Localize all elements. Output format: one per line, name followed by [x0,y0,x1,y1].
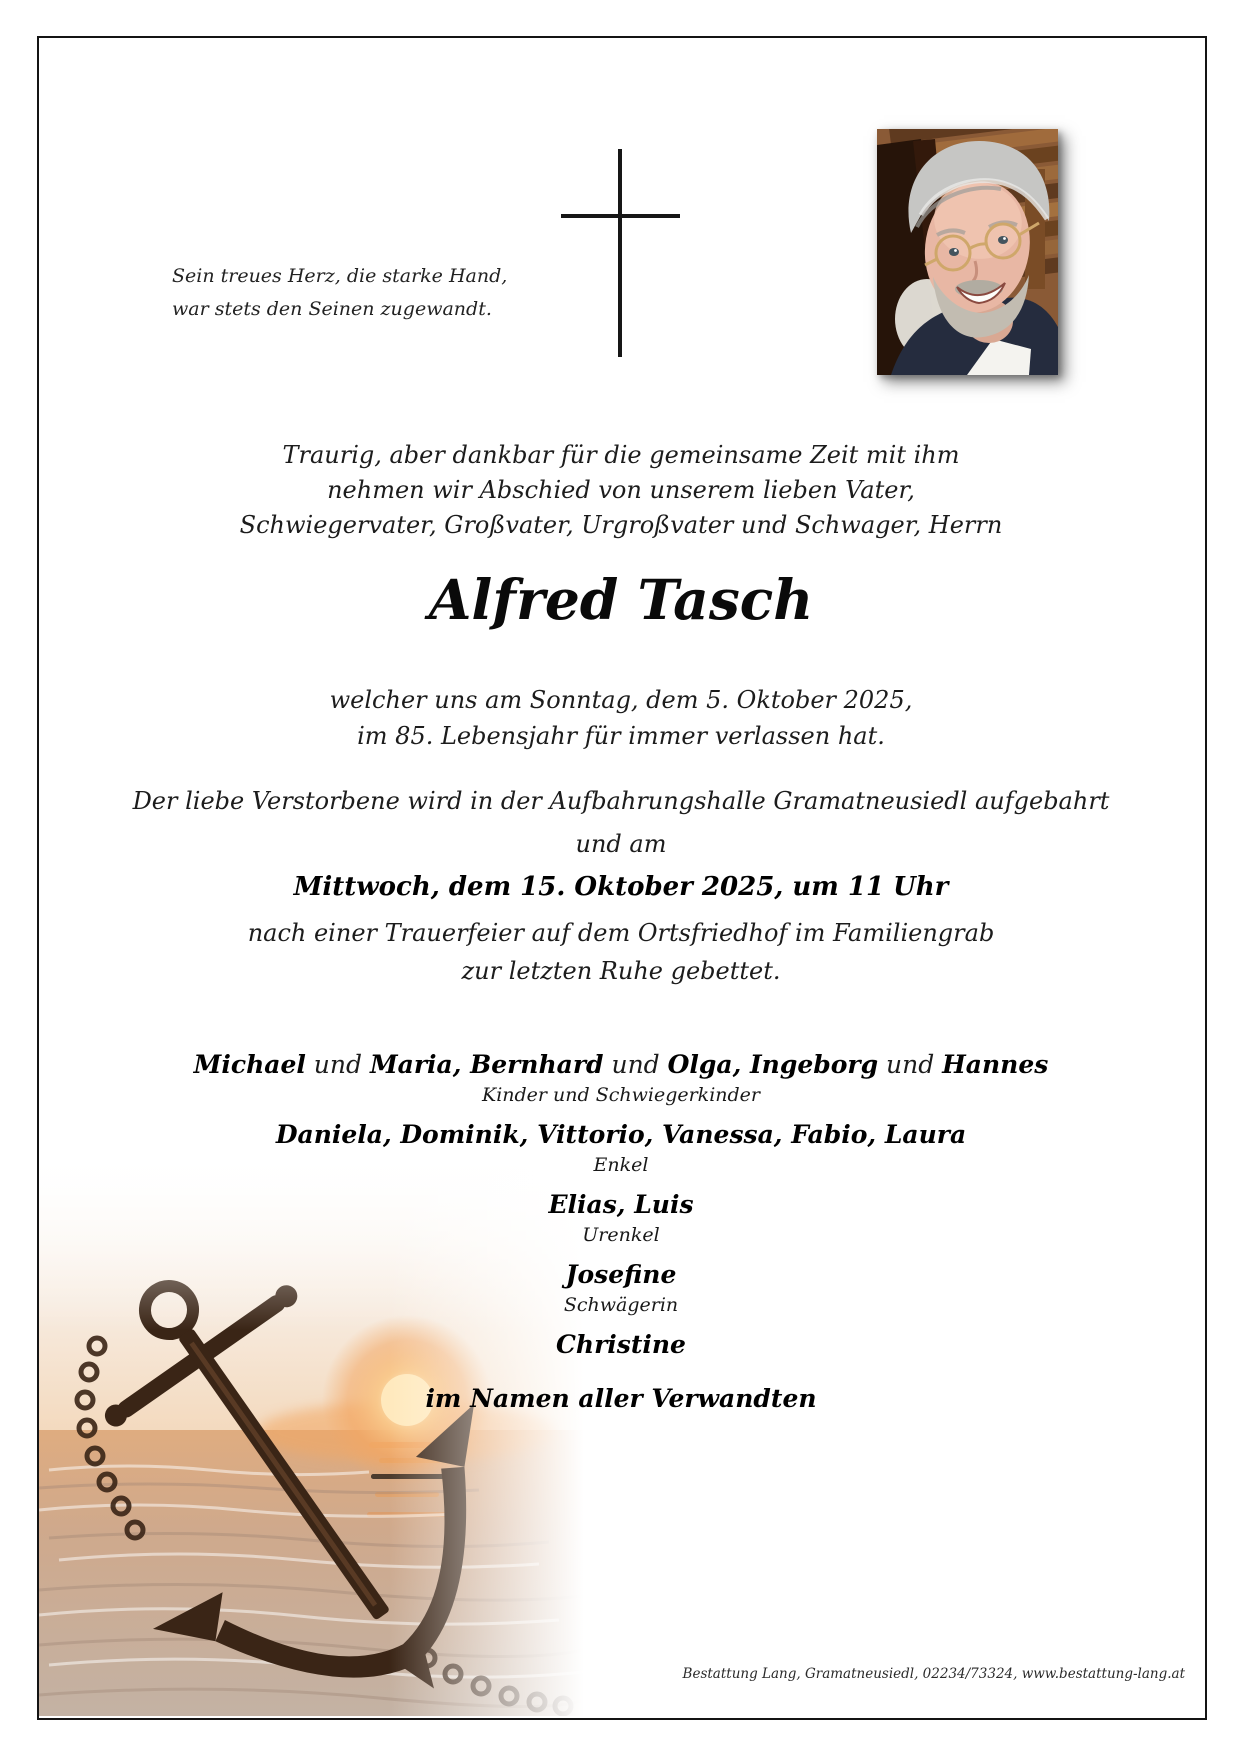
mourner-conjunction: und [878,1050,943,1079]
quote-line-2: war stets den Seinen zugewandt. [172,298,492,320]
intro-line-1: Traurig, aber dankbar für die gemeinsame Zeit mit ihm [282,441,960,469]
intro-line-2: nehmen wir Abschied von unserem lieben Vater, [327,476,915,504]
mourner-row [0,1258,1242,1318]
laying-paragraph [0,780,1242,866]
mourner-relation: Kinder und Schwiegerkinder [482,1084,760,1106]
mourners-list [0,1048,1242,1416]
mourner-name-segment: Michael [193,1050,306,1079]
cross-vertical-bar [618,149,622,357]
mourner-names [0,1048,1242,1082]
mourner-names: Daniela, Dominik, Vittorio, Vanessa, Fabio, Laura [275,1120,967,1149]
laying-line-1: Der liebe Verstorbene wird in der Aufbahrungshalle Gramatneusiedl aufgebahrt [132,787,1110,815]
mourner-name-segment: Olga, Ingeborg [667,1050,879,1079]
intro-line-3: Schwiegervater, Großvater, Urgroßvater und Schwager, Herrn [239,511,1003,539]
funeral-date: Mittwoch, dem 15. Oktober 2025, um 11 Uhr [293,872,949,902]
mourner-names: Elias, Luis [548,1190,694,1219]
mourner-row [0,1328,1242,1362]
mourner-names: Josefine [565,1260,677,1289]
mourner-relation: Urenkel [582,1224,660,1246]
burial-line-1: nach einer Trauerfeier auf dem Ortsfriedhof im Familiengrab [247,919,995,947]
mourner-row [0,1188,1242,1248]
mourner-conjunction: und [305,1050,370,1079]
death-paragraph [0,682,1242,754]
mourner-conjunction: und [603,1050,668,1079]
death-line-2: im 85. Lebensjahr für immer verlassen hat. [357,722,885,750]
mourner-row [0,1048,1242,1108]
portrait-image [877,129,1058,375]
memorial-quote [172,260,507,326]
mourner-name-segment: Maria, Bernhard [369,1050,604,1079]
burial-paragraph [0,914,1242,990]
quote-line-1: Sein treues Herz, die starke Hand, [172,265,508,287]
closing-line: im Namen aller Verwandten [425,1384,817,1413]
mourner-name-segment: Hannes [942,1050,1049,1079]
mourner-relation: Schwägerin [563,1294,679,1316]
portrait-photo [877,129,1058,375]
deceased-name: Alfred Tasch [428,567,814,632]
funeral-home-footer: Bestattung Lang, Gramatneusiedl, 02234/73324, www.bestattung-lang.at [682,1666,1185,1682]
intro-paragraph [0,438,1242,543]
cross-horizontal-bar [561,214,680,218]
mourner-row [0,1118,1242,1178]
mourner-names: Christine [556,1330,686,1359]
mourner-relation: Enkel [593,1154,649,1176]
death-line-1: welcher uns am Sonntag, dem 5. Oktober 2025, [329,686,913,714]
burial-line-2: zur letzten Ruhe gebettet. [461,957,781,985]
laying-line-2: und am [575,830,667,858]
